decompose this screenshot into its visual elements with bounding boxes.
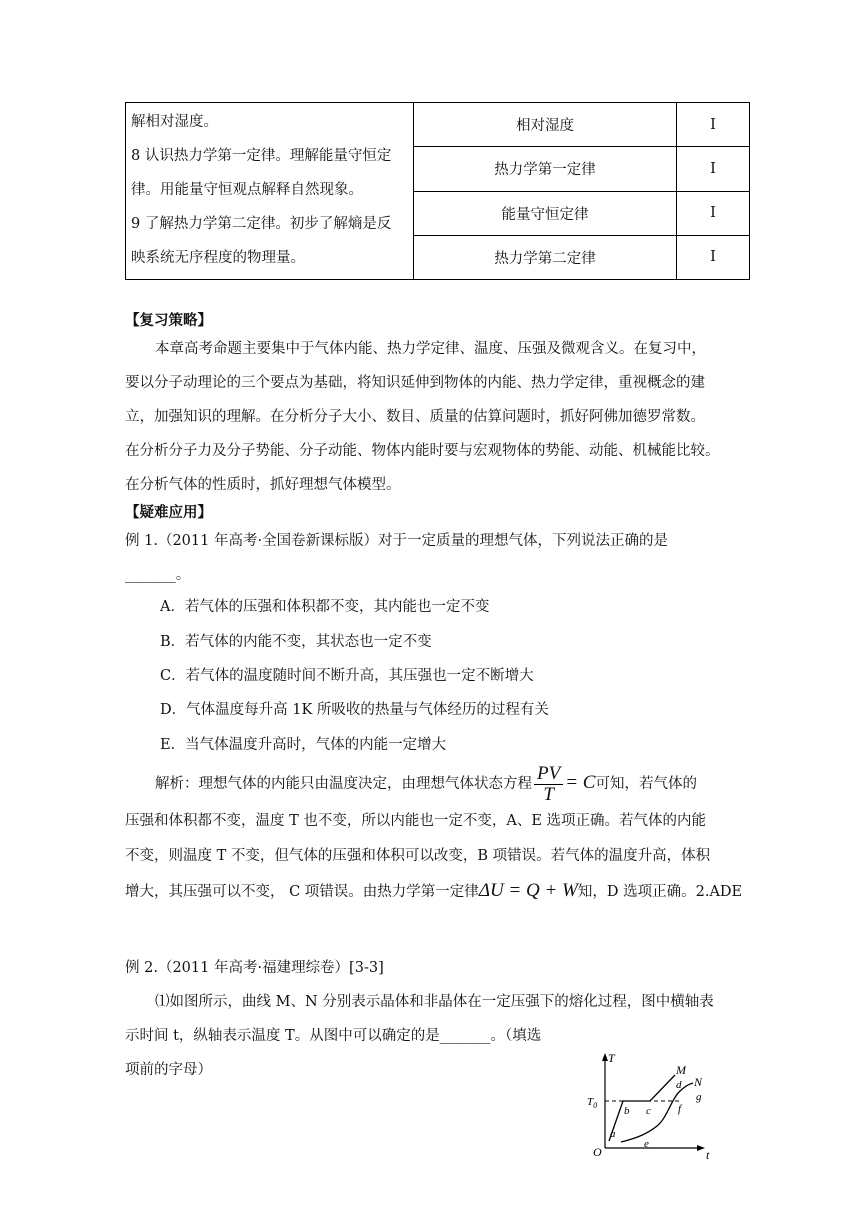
example2-line: 项前的字母）: [125, 1062, 212, 1078]
point-g-label: g: [696, 1091, 702, 1103]
example2-line: ⑴如图所示，曲线 M、N 分别表示晶体和非晶体在一定压强下的熔化过程，图中横轴表: [155, 994, 714, 1010]
first-law-formula: ΔU = Q + W: [478, 880, 578, 901]
topic-cell: 热力学第一定律: [414, 147, 677, 191]
analysis-line-3: 不变，则温度 T 不变，但气体的压强和体积可以改变，B 项错误。若气体的温度升高，体积: [125, 848, 711, 864]
topic-cell: 热力学第二定律: [414, 235, 677, 279]
formula-rhs: = C: [565, 772, 596, 793]
level-cell: I: [677, 235, 750, 279]
application-heading: 【疑难应用】: [125, 504, 212, 521]
x-axis-arrow-icon: [697, 1145, 705, 1151]
example1-blank: _______。: [125, 567, 191, 583]
curve-n: [621, 1083, 693, 1142]
curve-m-label: M: [676, 1063, 686, 1077]
point-f-label: f: [678, 1103, 682, 1115]
analysis-text: 解析：理想气体的内能只由温度决定，由理想气体状态方程: [155, 776, 532, 792]
option-b: B．若气体的内能不变，其状态也一定不变: [160, 634, 432, 650]
formula-denominator: T: [543, 783, 554, 805]
example2-line: 示时间 t，纵轴表示温度 T。从图中可以确定的是_______。（填选: [125, 1028, 542, 1044]
analysis-text: 知，D 选项正确。2.ADE: [577, 884, 743, 900]
analysis-text: 增大，其压强可以不变， C 项错误。由热力学第一定律: [125, 884, 479, 900]
analysis-line-2: 压强和体积都不变，温度 T 也不变，所以内能也一定不变，A、E 选项正确。若气体的内能: [125, 813, 707, 829]
strategy-line: 本章高考命题主要集中于气体内能、热力学定律、温度、压强及微观含义。在复习中，: [155, 341, 706, 357]
formula-numerator: PV: [534, 764, 563, 785]
strategy-line: 立，加强知识的理解。在分析分子大小、数目、质量的估算问题时，抓好阿佛加德罗常数。: [125, 409, 705, 425]
t0-label: [587, 1096, 597, 1110]
point-a-label: a: [610, 1128, 616, 1140]
melting-curve-figure: [575, 1048, 720, 1160]
point-d-label: d: [676, 1079, 682, 1091]
option-a: A．若气体的压强和体积都不变，其内能也一定不变: [160, 599, 490, 615]
analysis-text: 可知，若气体的: [595, 776, 697, 792]
strategy-line: 在分析气体的性质时，抓好理想气体模型。: [125, 477, 401, 493]
requirements-table: [125, 102, 750, 280]
strategy-heading: 【复习策略】: [125, 312, 212, 329]
example1-stem: 例 1.（2011 年高考·全国卷新课标版）对于一定质量的理想气体，下列说法正确的是: [125, 533, 669, 549]
option-e: E．当气体温度升高时，气体的内能一定增大: [160, 737, 447, 753]
option-c: C．若气体的温度随时间不断升高，其压强也一定不断增大: [160, 668, 534, 684]
topic-cell: 能量守恒定律: [414, 191, 677, 235]
curve-m: [609, 1075, 675, 1141]
description-line: 律。用能量守恒观点解释自然现象。: [131, 182, 363, 198]
requirements-description: [126, 103, 414, 280]
origin-label: O: [593, 1145, 602, 1159]
t0-letter: T: [587, 1096, 594, 1108]
curve-n-label: N: [694, 1075, 703, 1089]
strategy-line: 在分析分子力及分子势能、分子动能、物体内能时要与宏观物体的势能、动能、机械能比较。: [125, 443, 720, 459]
point-b-label: b: [624, 1105, 630, 1117]
option-d: D．气体温度每升高 1K 所吸收的热量与气体经历的过程有关: [160, 702, 549, 718]
level-cell: I: [677, 191, 750, 235]
topic-cell: 相对湿度: [414, 103, 677, 147]
analysis-line-4: [125, 881, 742, 902]
y-axis-label: T: [608, 1051, 615, 1065]
analysis-line-1: [155, 758, 697, 808]
gas-law-formula: [534, 764, 563, 805]
point-c-label: c: [646, 1105, 651, 1117]
description-line: 9 了解热力学第二定律。初步了解熵是反: [131, 216, 392, 232]
t0-subscript: 0: [593, 1101, 598, 1110]
example2-title: 例 2.（2011 年高考·福建理综卷）[3-3]: [125, 960, 384, 976]
strategy-line: 要以分子动理论的三个要点为基础，将知识延伸到物体的内能、热力学定律，重视概念的建: [125, 375, 705, 391]
level-cell: I: [677, 147, 750, 191]
level-cell: I: [677, 103, 750, 147]
description-line: 解相对湿度。: [131, 114, 218, 130]
point-e-label: e: [644, 1138, 649, 1150]
description-line: 8 认识热力学第一定律。理解能量守恒定: [131, 148, 392, 164]
description-line: 映系统无序程度的物理量。: [131, 250, 305, 266]
x-axis-label: t: [706, 1148, 710, 1160]
